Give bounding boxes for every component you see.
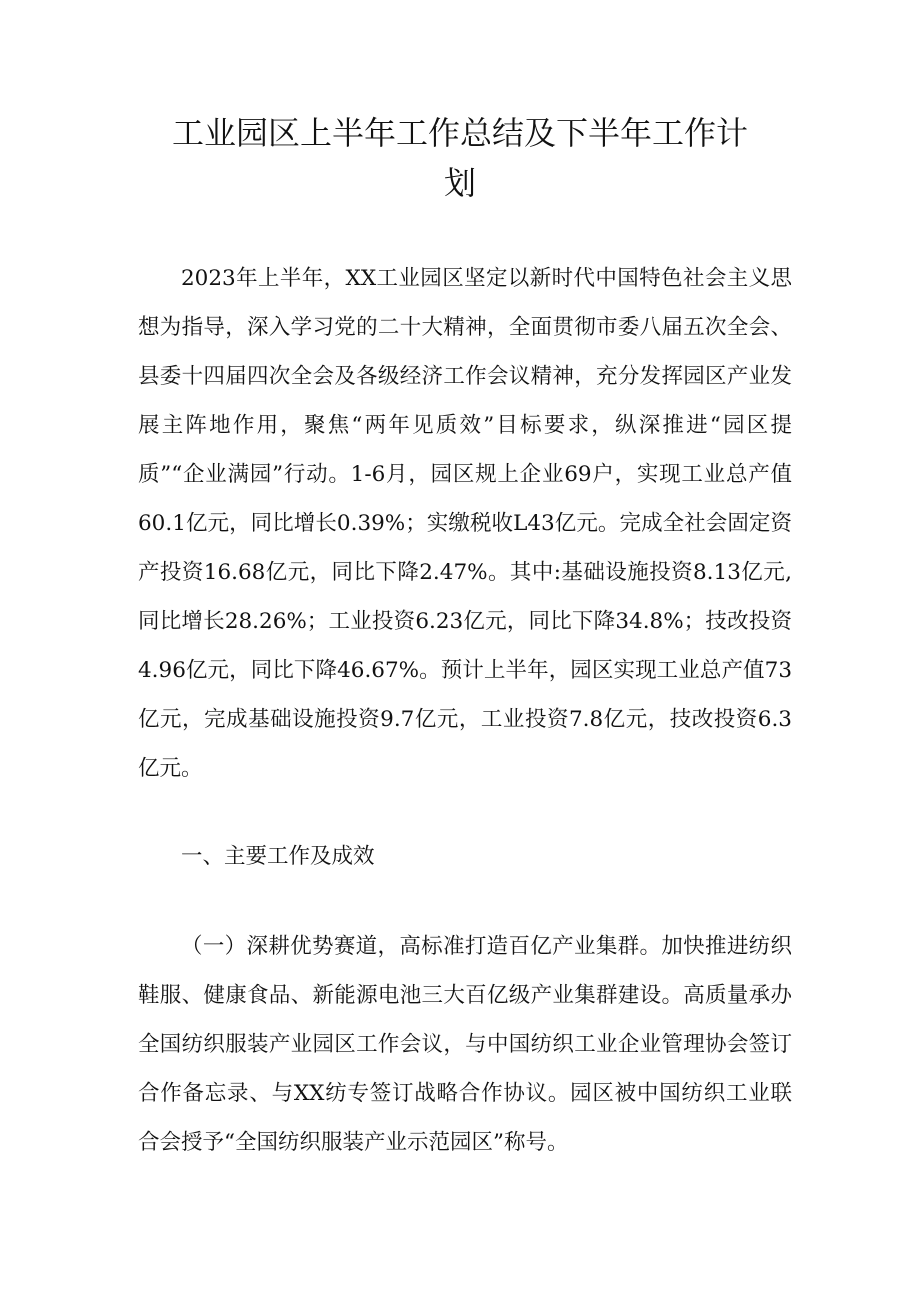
paragraph-summary: 2023年上半年，XX工业园区坚定以新时代中国特色社会主义思想为指导，深入学习党的二十大精神，全面贯彻市委八届五次全会、县委十四届四次全会及各级经济工作会议精神，充分发挥园区产业发展主阵地作用，聚焦“两年见质效”目标要求，纵深推进“园区提质”“企业满园”行动。1-6月，园区规上企业69户，实现工业总产值60.1亿元，同比增长0.39%；实缴税收L43亿元。完成全社会固定资产投资16.68亿元，同比下降2.47%。其中:基础设施投资8.13亿元,同比增长28.26%；工业投资6.23亿元，同比下降34.8%；技改投资4.96亿元，同比下降46.67%。预计上半年，园区实现工业总产值73亿元，完成基础设施投资9.7亿元，工业投资7.8亿元，技改投资6.3亿元。	[138, 266, 792, 781]
section-heading-main-work: 一、主要工作及成效	[181, 844, 375, 869]
title-line-2: 划	[443, 164, 476, 202]
document-title	[100, 108, 820, 208]
title-line-1: 工业园区上半年工作总结及下半年工作计	[171, 114, 748, 152]
paragraph-industry-cluster: （一）深耕优势赛道，高标准打造百亿产业集群。加快推进纺织鞋服、健康食品、新能源电池三大百亿级产业集群建设。高质量承办全国纺织服装产业园区工作会议，与中国纺织工业企业管理协会签订合作备忘录、与XX纺专签订战略合作协议。园区被中国纺织工业联合会授予“全国纺织服装产业示范园区”称号。	[138, 934, 792, 1155]
